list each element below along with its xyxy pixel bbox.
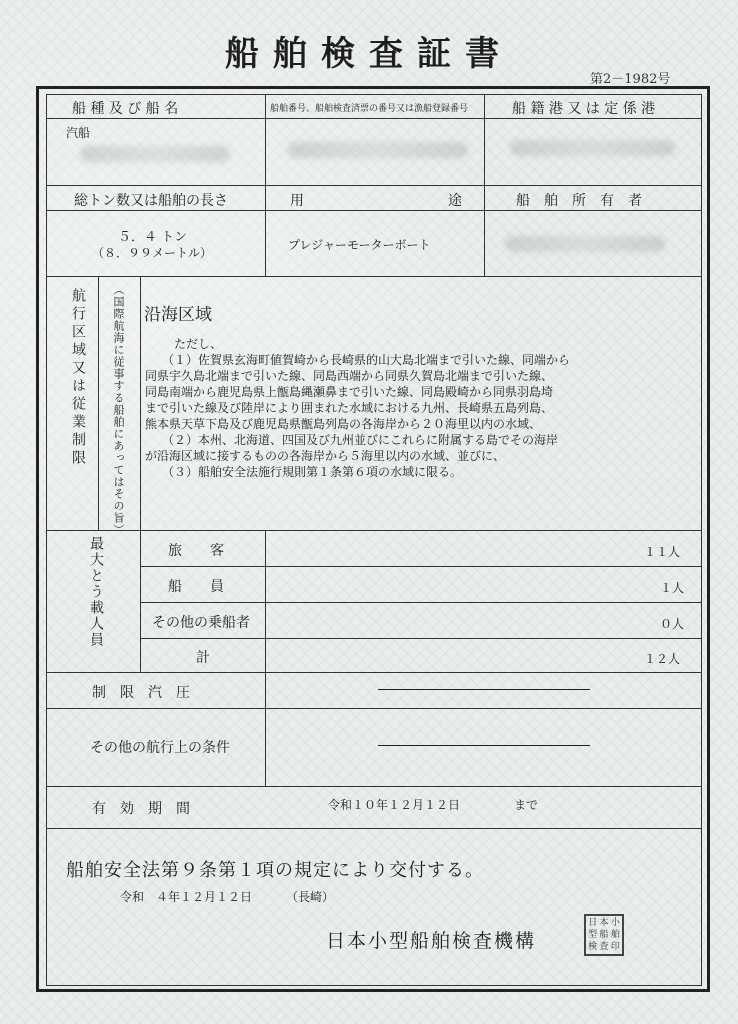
rule (140, 276, 141, 530)
rule (265, 530, 266, 786)
restriction-line: 同島南端から鹿児島県上甑島縄瀬鼻まで引いた線、同島殿崎から同県羽島埼 (145, 385, 554, 399)
validity-label: 有 効 期 間 (92, 801, 190, 817)
issue-statement: 船舶安全法第９条第１項の規定により交付する。 (66, 860, 484, 881)
pressure-blank-line (378, 689, 590, 690)
restriction-line: （２）本州、北海道、四国及び九州並びにこれらに附属する島でその海岸 (162, 433, 559, 447)
capacity-label: 最大とう載人員 (88, 536, 104, 648)
capacity-passengers-value: １１人 (644, 545, 681, 559)
restriction-line: が沿海区域に接するものの各海岸から５海里以内の水域、並びに、 (145, 449, 506, 463)
capacity-passengers-label: 旅 客 (168, 543, 224, 559)
issuing-organization: 日本小型船舶検査機構 (326, 930, 537, 952)
capacity-others-label: その他の乗船者 (152, 615, 250, 631)
restriction-line: （３）船舶安全法施行規則第１条第６項の水域に限る。 (162, 465, 463, 479)
use-header-1: 用 (290, 193, 304, 209)
issue-place: （長崎） (286, 890, 335, 904)
redacted-owner (505, 236, 665, 252)
tonnage-header: 総トン数又は船舶の長さ (74, 193, 228, 209)
rule (46, 210, 702, 211)
rule (140, 638, 702, 639)
capacity-total-value: １２人 (644, 652, 681, 666)
rule (46, 530, 702, 531)
rule (46, 672, 702, 673)
restriction-line: 同県宇久島北端まで引いた線、同島西端から同県久賀島北端まで引いた線、 (145, 369, 554, 383)
other-conditions-blank-line (378, 745, 590, 746)
navigation-note: （国際航海に従事する船舶にあってはその旨） (112, 284, 125, 536)
redacted-registry-port (510, 140, 675, 156)
capacity-others-value: ０人 (660, 617, 685, 631)
validity-date: 令和１０年１２月１２日 (328, 798, 461, 812)
rule (265, 94, 266, 276)
use-value: プレジャーモーターボート (288, 238, 431, 252)
rule (140, 566, 702, 567)
rule (46, 185, 702, 186)
capacity-crew-value: １人 (660, 581, 685, 595)
rule (46, 118, 702, 119)
restriction-line: まで引いた線及び陸岸により囲まれた水域における九州、長崎県五島列島、 (145, 401, 554, 415)
document-number: 第2－1982号 (590, 72, 671, 87)
restriction-line: 熊本県天草下島及び鹿児島県甑島列島の各海岸から２０海里以内の水域、 (145, 417, 542, 431)
restriction-line: ただし、 (174, 337, 223, 351)
rule (140, 602, 702, 603)
ship-type-name-header: 船 種 及 び 船 名 (72, 101, 179, 117)
ship-numbers-header: 船舶番号、船舶検査済票の番号又は漁船登録番号 (270, 104, 469, 114)
redacted-ship-number (288, 142, 468, 158)
navigation-label: 航行区域又は従業制限 (70, 288, 86, 468)
rule (98, 276, 99, 530)
navigation-area: 沿海区域 (144, 305, 212, 325)
pressure-label: 制 限 汽 圧 (92, 685, 190, 701)
rule (46, 786, 702, 787)
owner-header: 船 舶 所 有 者 (516, 193, 642, 209)
ship-type: 汽船 (66, 126, 91, 140)
certificate-title: 船舶検査証書 (225, 34, 513, 74)
rule (484, 94, 485, 276)
other-conditions-label: その他の航行上の条件 (90, 740, 230, 756)
issue-date: 令和 ４年１２月１２日 (120, 890, 253, 904)
registry-port-header: 船 籍 港 又 は 定 係 港 (512, 101, 656, 117)
rule (46, 708, 702, 709)
validity-suffix: まで (514, 798, 539, 812)
length-value: （８．９９メートル） (92, 246, 213, 260)
capacity-crew-label: 船 員 (168, 579, 224, 595)
rule (140, 530, 141, 672)
official-seal: 日 本 小 型 船 舶 検 査 印 (584, 914, 624, 956)
tonnage-value: ５．４ トン (118, 230, 188, 245)
capacity-total-label: 計 (196, 650, 210, 666)
rule (46, 828, 702, 829)
rule (46, 276, 702, 277)
use-header-2: 途 (448, 193, 462, 209)
redacted-ship-name (80, 146, 230, 162)
restriction-line: （１）佐賀県玄海町値賀崎から長崎県的山大島北端まで引いた線、同端から (162, 353, 571, 367)
